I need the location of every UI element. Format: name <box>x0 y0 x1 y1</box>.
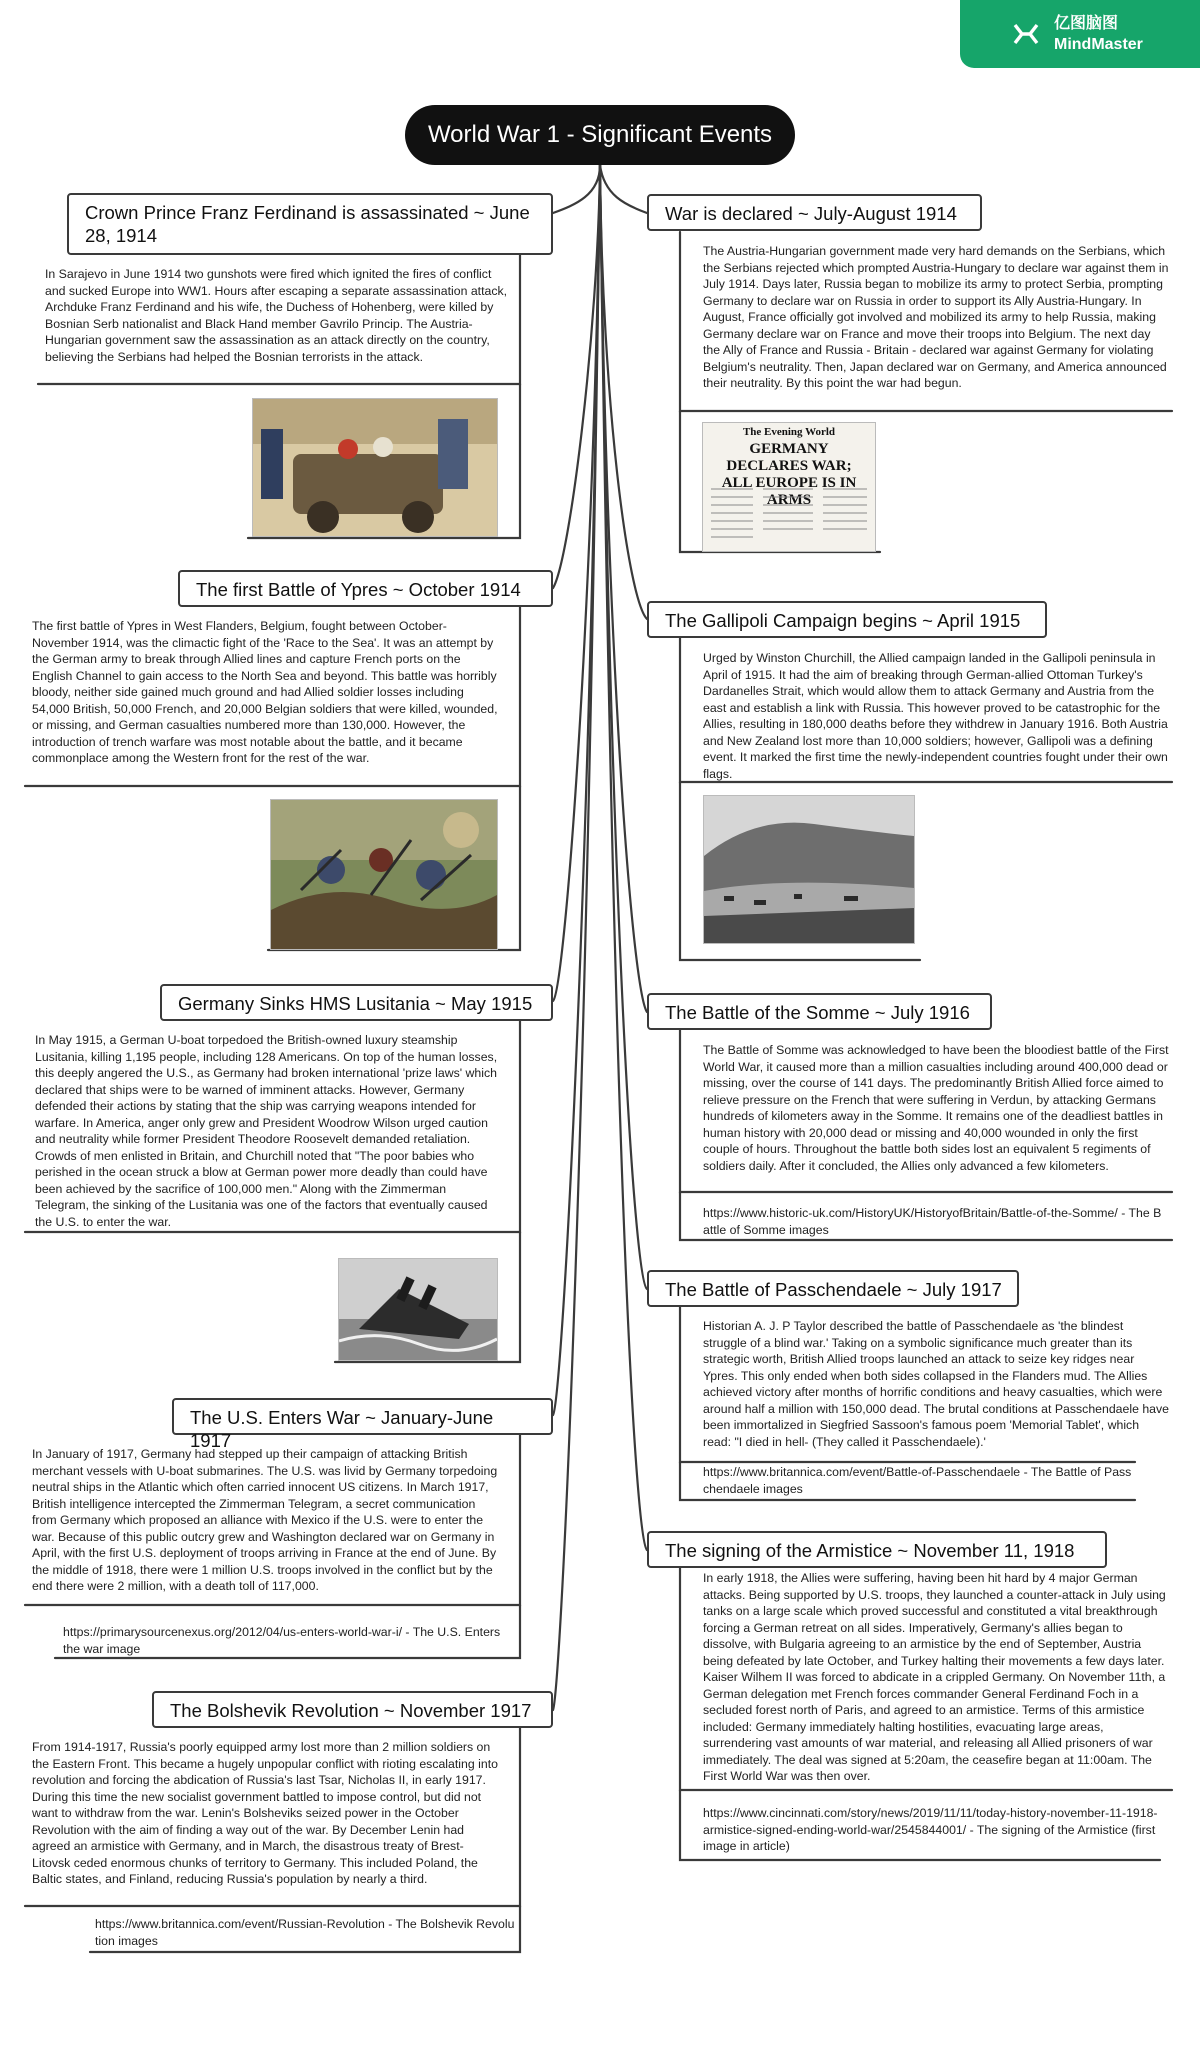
topic-bolshevik-revolution[interactable]: The Bolshevik Revolution ~ November 1917 <box>152 1691 553 1728</box>
source-signing-of-armistice[interactable]: https://www.cincinnati.com/story/news/2019/11/11/today-history-november-11-1918-armistice-signed-ending-world-war/2545844001/ - The signing of the Armistice (first image in article) <box>703 1806 1158 1853</box>
image-newspaper-front-page: The Evening World GERMANY DECLARES WAR; ALL EUROPE IS IN ARMS <box>702 422 876 552</box>
image-gallipoli-landing <box>703 795 915 944</box>
source-battle-of-passchendaele[interactable]: https://www.britannica.com/event/Battle-of-Passchendaele - The Battle of Passchendaele images <box>703 1465 1132 1496</box>
desc-first-battle-ypres: The first battle of Ypres in West Flanders, Belgium, fought between October-November 1914, was the climactic fight of the 'Race to the Sea'. It was an attempt by the German army to break through Allied lines and capture French ports on the English Channel to gain access to the North Sea and beyond. This battle was horribly bloody, neither side gained much ground and had Allied soldier losses including 54,000 British, 50,000 French, and 20,000 Belgian soldiers that were killed, wounded, or missing, and German casualties numbered more than 130,000. However, the introduction of trench warfare was most notable about the battle, and it became commonplace among the Western front for the rest of the war. <box>32 619 498 765</box>
topic-battle-of-somme[interactable]: The Battle of the Somme ~ July 1916 <box>647 993 992 1030</box>
source-battle-of-somme[interactable]: https://www.historic-uk.com/HistoryUK/HistoryofBritain/Battle-of-the-Somme/ - The Battle of Somme images <box>703 1206 1162 1237</box>
desc-lusitania: In May 1915, a German U-boat torpedoed the British-owned luxury steamship Lusitania, killing 1,195 people, including 128 Americans. On top of the human losses, this deeply angered the U.S., as Germany had broken international 'prize laws' which declared that ships were to be warned of imminent attacks. However, Germany defended their actions by stating that the ship was carrying weapons intended for warfare. In America, anger only grew and President Woodrow Wilson urged caution and neutrality while former President Theodore Roosevelt demanded retaliation. Crowds of men enlisted in Britain, and Churchill noted that "The poor babies who perished in the ocean struck a blow at German power more deadly than could have been achieved by the sacrifice of 100,000 men." Along with the Zimmerman Telegram, the sinking of the Lusitania was one of the factors that eventually caused the U.S. to enter the war. <box>35 1033 498 1229</box>
desc-signing-of-armistice: In early 1918, the Allies were suffering, having been hit hard by 4 major German attacks. Being supported by U.S. troops, they launched a counter-attack in July using tanks on a large scale which proved successful and constituted a vital breakthrough forcing a German retreat on all sides. Imperatively, Germany's allies began to dissolve, with Bulgaria agreeing to an armistice by the end of September, Austria being defeated by late October, and Turkey halting their movements a few days later. Kaiser Wilhem II was forced to abdicate in a crippled Germany. On November 11th, a German delegation met French forces commander General Ferdinand Foch in a secluded forest north of Paris, and agreed to an armistice. Terms of this armistice included: Germany immediately halting hostilities, evacuating large areas, surrendering vast amounts of war material, and releasing all Allied prisoners of war immediately. The deal was signed at 5:20am, the ceasefire began at 11:00am. The First World War was then over. <box>703 1571 1166 1783</box>
desc-us-enters-war: In January of 1917, Germany had stepped up their campaign of attacking British merchant vessels with U-boat submarines. The U.S. was livid by Germany torpedoing neutral ships in the Atlantic which often carried innocent US citizens. In March 1917, British intelligence intercepted the Zimmerman Telegram, a secret communication from Germany which proposed an alliance with Mexico if the U.S. were to enter the war. Because of this public outcry grew and Washington declared war on Germany in April, with the first U.S. deployment of troops arriving in France at the end of June. By the middle of 1918, there were 1 million U.S. troops involved in the conflict but by the end there were 2 million, with a death toll of 117,000. <box>32 1447 498 1593</box>
topic-us-enters-war[interactable]: The U.S. Enters War ~ January-June 1917 <box>172 1398 553 1435</box>
desc-gallipoli-campaign: Urged by Winston Churchill, the Allied campaign landed in the Gallipoli peninsula in April of 1915. It had the aim of breaking through German-allied Ottoman Turkey's Dardanelles Strait, which would allow them to attack Germany and Austria from the east and establish a link with Russia. This however proved to be catastrophic for the Allies, resulting in 180,000 deaths before they withdrew in January 1916. Both Austria and New Zealand lost more than 10,000 soldiers; however, Gallipoli was a defining event. It marked the first time the newly-independent countries fought under their own flags. <box>703 651 1168 781</box>
mindmaster-brand-badge <box>960 0 1200 68</box>
image-lusitania-sinking <box>338 1258 498 1361</box>
mindmaster-logo-icon <box>1012 20 1040 48</box>
topic-gallipoli-campaign[interactable]: The Gallipoli Campaign begins ~ April 1915 <box>647 601 1047 638</box>
desc-franz-ferdinand: In Sarajevo in June 1914 two gunshots were fired which ignited the fires of conflict and sucked Europe into WW1. Hours after escaping a separate assassination attack, Archduke Franz Ferdinand and his wife, the Duchess of Hohenberg, were killed by Bosnian Serb nationalist and Black Hand member Gavrilo Princip. The Austria-Hungarian government saw the assassination as an attack directly on the country, believing the Serbians had helped the Bosnian terrorists in the attack. <box>45 267 508 364</box>
brand-name-en: MindMaster <box>1054 36 1143 53</box>
brand-name-cn: 亿图脑图 <box>1054 15 1119 32</box>
desc-battle-of-somme: The Battle of Somme was acknowledged to have been the bloodiest battle of the First World War, it caused more than a million casualties including around 400,000 dead or missing, over the course of 141 days. The predominantly British Allied force aimed to relieve pressure on the French that were suffering in Verdun, by attacking Germans hundreds of kilometers away in the Somme. It remains one of the deadliest battles in human history with 20,000 dead or missing and 40,000 wounded in only the first couple of hours. Throughout the battle both sides lost an equivalent 5 regiments of soldiers daily. After it concluded, the Allies only advanced a few kilometers. <box>703 1043 1169 1173</box>
topic-lusitania[interactable]: Germany Sinks HMS Lusitania ~ May 1915 <box>160 984 553 1021</box>
topic-franz-ferdinand[interactable]: Crown Prince Franz Ferdinand is assassinated ~ June 28, 1914 <box>67 193 553 255</box>
source-us-enters-war[interactable]: https://primarysourcenexus.org/2012/04/us-enters-world-war-i/ - The U.S. Enters the war image <box>63 1625 501 1656</box>
image-ypres-battle-painting <box>270 799 498 950</box>
desc-war-declared: The Austria-Hungarian government made very hard demands on the Serbians, which the Serbians rejected which prompted Austria-Hungary to declare war against them in July 1914. Days later, Russia began to mobilize its army to protect Serbia, prompting Germany to declare war on Russia in order to support its Ally Austria-Hungary. In August, France officially got involved and mobilized its army to help Russia, making Germany declare war on France and move their troops into Belgium. The next day the Ally of France and Russia - Britain - declared war against Germany for violating Belgium's neutrality. Then, Japan declared war on Germany, and America announced their neutrality. By this point the war had begun. <box>703 244 1169 390</box>
topic-war-declared[interactable]: War is declared ~ July-August 1914 <box>647 194 982 231</box>
topic-first-battle-ypres[interactable]: The first Battle of Ypres ~ October 1914 <box>178 570 553 607</box>
newspaper-headline: GERMANY DECLARES WAR; ALL EUROPE IS IN ARMS <box>721 441 857 508</box>
desc-bolshevik-revolution: From 1914-1917, Russia's poorly equipped army lost more than 2 million soldiers on the Eastern Front. This became a hugely unpopular conflict with rioting escalating into revolution and forcing the abdication of Russia's last Tsar, Nicholas II, in early 1917. During this time the new socialist government battled to impose control, but did not want to withdraw from the war. Lenin's Bolsheviks seized power in the October Revolution with the aim of finding a way out of the war. By December Lenin had agreed an armistice with Germany, and in March, the disastrous treaty of Brest-Litovsk ceded enormous chunks of territory to Germany. This included Poland, the Baltic states, and Finland, reducing Russia's population by nearly a third. <box>32 1740 498 1886</box>
topic-battle-of-passchendaele[interactable]: The Battle of Passchendaele ~ July 1917 <box>647 1270 1019 1307</box>
source-bolshevik-revolution[interactable]: https://www.britannica.com/event/Russian-Revolution - The Bolshevik Revolution images <box>95 1917 515 1948</box>
desc-battle-of-passchendaele: Historian A. J. P Taylor described the battle of Passchendaele as 'the blindest struggle of a blind war.' Taking on a symbolic significance much greater than its strategic worth, British Allied troops launched an attack to seize key ridges near Ypres. This only ended when both sides collapsed in the Flanders mud. The Allies achieved victory after months of horrific conditions and heavy casualties, which were around half a million with 150,000 dead. The brutal conditions at Passchendaele have been immortalized in Siegfried Sassoon's famous poem 'Memorial Tablet', which read: "I died in hell- (They called it Passchendaele).' <box>703 1319 1170 1449</box>
central-topic[interactable]: World War 1 - Significant Events <box>405 105 795 165</box>
topic-signing-of-armistice[interactable]: The signing of the Armistice ~ November 11, 1918 <box>647 1531 1107 1568</box>
image-sarajevo-assassination <box>252 398 498 537</box>
